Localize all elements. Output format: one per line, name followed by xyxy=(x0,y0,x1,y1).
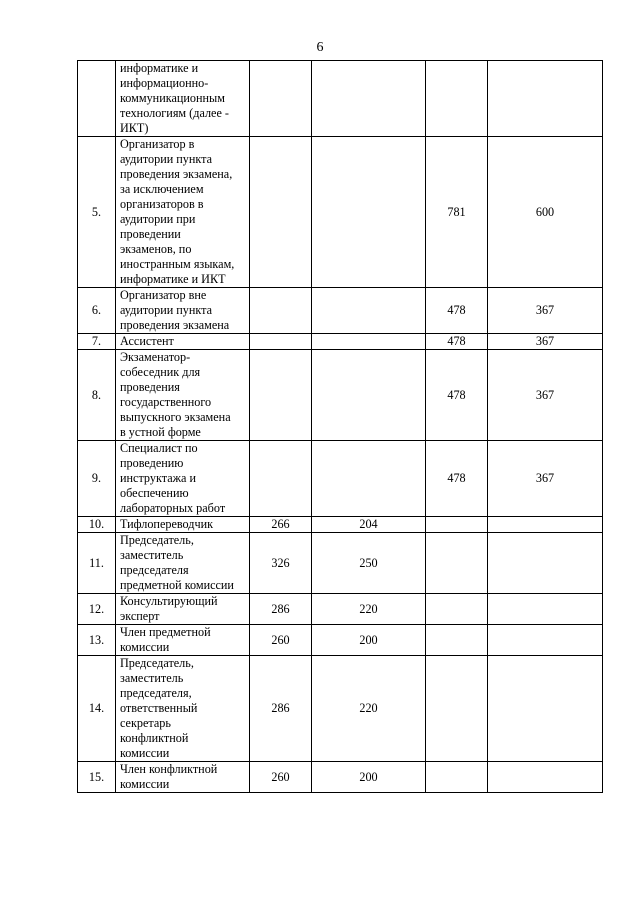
position-name-line: выпускного экзамена xyxy=(120,410,231,424)
position-name-line: коммуникационным xyxy=(120,91,225,105)
row-number: 12. xyxy=(78,594,116,625)
amount-b1 xyxy=(426,762,488,793)
position-name xyxy=(116,625,250,656)
position-name-line: секретарь xyxy=(120,716,171,730)
amount-a1 xyxy=(250,288,312,334)
amount-a1: 286 xyxy=(250,656,312,762)
position-name-line: Член предметной xyxy=(120,625,211,639)
row-number: 9. xyxy=(78,441,116,517)
amount-b1 xyxy=(426,517,488,533)
position-name xyxy=(116,517,250,533)
position-name-line: Экзаменатор- xyxy=(120,350,191,364)
table-row xyxy=(78,762,603,793)
row-number: 14. xyxy=(78,656,116,762)
position-name-line: Председатель, xyxy=(120,656,194,670)
row-number: 5. xyxy=(78,137,116,288)
position-name-line: Тифлопереводчик xyxy=(120,517,214,531)
position-name-line: ИКТ) xyxy=(120,121,149,135)
position-name-line: информатике и xyxy=(120,61,199,75)
position-name xyxy=(116,533,250,594)
amount-b2 xyxy=(488,517,603,533)
position-name xyxy=(116,656,250,762)
amount-a2 xyxy=(312,288,426,334)
position-name xyxy=(116,137,250,288)
amount-b2: 367 xyxy=(488,441,603,517)
table-row xyxy=(78,441,603,517)
position-name-line: проведении xyxy=(120,227,181,241)
fee-table-body xyxy=(78,61,603,793)
position-name-line: Организатор в xyxy=(120,137,195,151)
position-name xyxy=(116,334,250,350)
amount-a1 xyxy=(250,350,312,441)
row-number: 6. xyxy=(78,288,116,334)
position-name-line: государственного xyxy=(120,395,212,409)
amount-a2: 220 xyxy=(312,594,426,625)
position-name-line: председателя, xyxy=(120,686,192,700)
position-name-line: проведения xyxy=(120,380,180,394)
amount-a1: 260 xyxy=(250,625,312,656)
row-number: 8. xyxy=(78,350,116,441)
amount-b1: 781 xyxy=(426,137,488,288)
row-number: 7. xyxy=(78,334,116,350)
table-row xyxy=(78,656,603,762)
amount-b2 xyxy=(488,762,603,793)
position-name xyxy=(116,594,250,625)
amount-a2: 220 xyxy=(312,656,426,762)
position-name-line: Консультирующий xyxy=(120,594,218,608)
amount-b2 xyxy=(488,656,603,762)
position-name-line: в устной форме xyxy=(120,425,201,439)
amount-b1: 478 xyxy=(426,441,488,517)
position-name-line: проведению xyxy=(120,456,184,470)
amount-b2 xyxy=(488,625,603,656)
position-name-line: аудитории при xyxy=(120,212,196,226)
position-name-line: аудитории пункта xyxy=(120,152,213,166)
position-name xyxy=(116,762,250,793)
position-name xyxy=(116,288,250,334)
amount-a1: 260 xyxy=(250,762,312,793)
amount-a1 xyxy=(250,441,312,517)
amount-a2 xyxy=(312,441,426,517)
table-row xyxy=(78,137,603,288)
amount-b1: 478 xyxy=(426,334,488,350)
amount-a2 xyxy=(312,137,426,288)
position-name-line: экзаменов, по xyxy=(120,242,192,256)
amount-a2: 204 xyxy=(312,517,426,533)
amount-b2: 600 xyxy=(488,137,603,288)
row-number: 13. xyxy=(78,625,116,656)
position-name-line: Организатор вне xyxy=(120,288,207,302)
position-name-line: лабораторных работ xyxy=(120,501,226,515)
amount-a1 xyxy=(250,61,312,137)
position-name xyxy=(116,350,250,441)
amount-b1: 478 xyxy=(426,350,488,441)
amount-b2: 367 xyxy=(488,350,603,441)
amount-b2 xyxy=(488,594,603,625)
amount-b1 xyxy=(426,61,488,137)
amount-a2: 250 xyxy=(312,533,426,594)
position-name-line: конфликтной xyxy=(120,731,189,745)
position-name-line: инструктажа и xyxy=(120,471,196,485)
row-number xyxy=(78,61,116,137)
position-name-line: информационно- xyxy=(120,76,209,90)
table-row xyxy=(78,625,603,656)
amount-a1 xyxy=(250,334,312,350)
table-row xyxy=(78,533,603,594)
amount-a1 xyxy=(250,137,312,288)
page-number: 6 xyxy=(316,40,324,55)
position-name-line: информатике и ИКТ xyxy=(120,272,226,286)
table-row xyxy=(78,594,603,625)
amount-a1: 326 xyxy=(250,533,312,594)
table-row xyxy=(78,288,603,334)
position-name-line: Председатель, xyxy=(120,533,194,547)
position-name-line: технологиям (далее - xyxy=(120,106,229,120)
position-name-line: ответственный xyxy=(120,701,198,715)
row-number: 11. xyxy=(78,533,116,594)
position-name-line: иностранным языкам, xyxy=(120,257,235,271)
position-name-line: комиссии xyxy=(120,777,170,791)
position-name-line: собеседник для xyxy=(120,365,201,379)
table-row xyxy=(78,334,603,350)
position-name-line: председателя xyxy=(120,563,189,577)
amount-b1 xyxy=(426,625,488,656)
amount-a2 xyxy=(312,350,426,441)
amount-a2 xyxy=(312,61,426,137)
amount-a2 xyxy=(312,334,426,350)
position-name-line: аудитории пункта xyxy=(120,303,213,317)
fee-table xyxy=(77,60,603,793)
amount-b2 xyxy=(488,61,603,137)
table-row xyxy=(78,61,603,137)
row-number: 15. xyxy=(78,762,116,793)
amount-b2 xyxy=(488,533,603,594)
position-name-line: комиссии xyxy=(120,640,170,654)
amount-b2: 367 xyxy=(488,288,603,334)
amount-a2: 200 xyxy=(312,762,426,793)
amount-b2: 367 xyxy=(488,334,603,350)
row-number: 10. xyxy=(78,517,116,533)
position-name-line: Член конфликтной xyxy=(120,762,218,776)
position-name-line: предметной комиссии xyxy=(120,578,234,592)
position-name xyxy=(116,61,250,137)
position-name-line: обеспечению xyxy=(120,486,189,500)
position-name-line: за исключением xyxy=(120,182,204,196)
position-name-line: проведения экзамена, xyxy=(120,167,233,181)
amount-a1: 266 xyxy=(250,517,312,533)
position-name-line: заместитель xyxy=(120,671,184,685)
position-name-line: заместитель xyxy=(120,548,184,562)
amount-b1: 478 xyxy=(426,288,488,334)
amount-b1 xyxy=(426,594,488,625)
position-name-line: Специалист по xyxy=(120,441,198,455)
amount-a2: 200 xyxy=(312,625,426,656)
position-name-line: организаторов в xyxy=(120,197,204,211)
position-name-line: Ассистент xyxy=(120,334,174,348)
position-name-line: эксперт xyxy=(120,609,160,623)
amount-b1 xyxy=(426,656,488,762)
position-name-line: проведения экзамена xyxy=(120,318,230,332)
position-name xyxy=(116,441,250,517)
position-name-line: комиссии xyxy=(120,746,170,760)
amount-a1: 286 xyxy=(250,594,312,625)
amount-b1 xyxy=(426,533,488,594)
table-row xyxy=(78,517,603,533)
table-row xyxy=(78,350,603,441)
